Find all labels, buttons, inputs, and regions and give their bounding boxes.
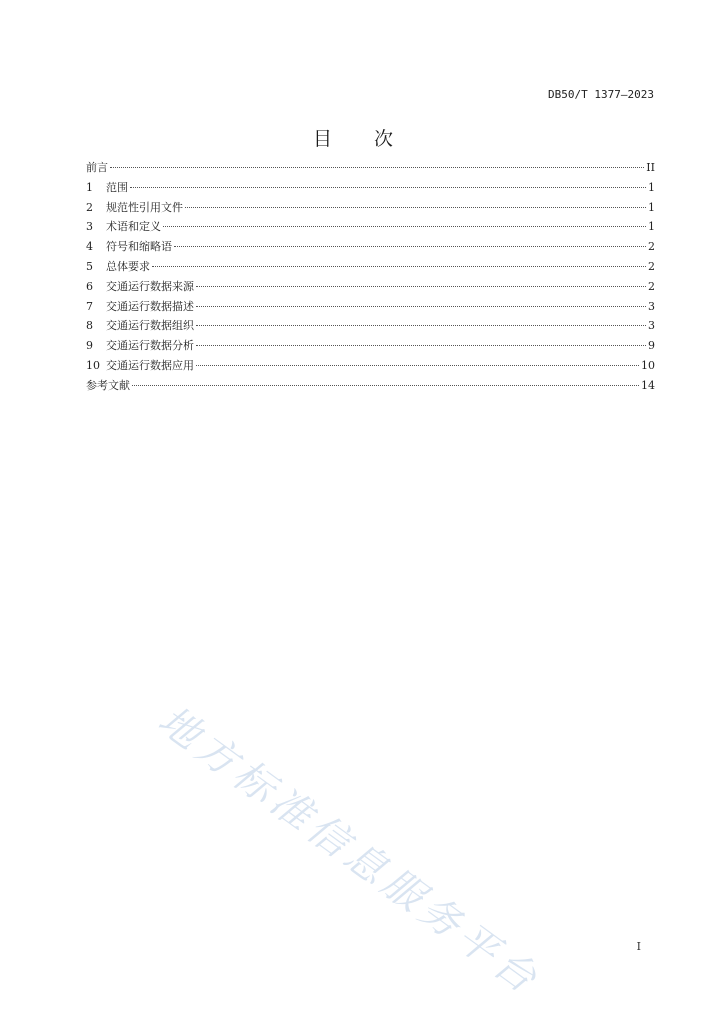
toc-entry-5[interactable] bbox=[86, 257, 655, 277]
toc-leader-dots bbox=[132, 384, 639, 386]
toc-entry-10[interactable] bbox=[86, 356, 655, 376]
toc-entry-page: 2 bbox=[648, 240, 655, 254]
toc-entry-label: 交通运行数据来源 bbox=[106, 279, 194, 293]
page-number: I bbox=[636, 940, 641, 953]
toc-entry-6[interactable] bbox=[86, 277, 655, 297]
toc-entry-1[interactable] bbox=[86, 178, 655, 198]
toc-title: 目 次 bbox=[312, 128, 412, 150]
toc-entry-number: 4 bbox=[86, 240, 93, 254]
toc-entry-7[interactable] bbox=[86, 297, 655, 317]
toc-entry-page: 2 bbox=[648, 259, 655, 273]
toc-entry-page: 1 bbox=[648, 180, 655, 194]
toc-entry-label: 交通运行数据应用 bbox=[106, 358, 194, 372]
toc-entry-3[interactable] bbox=[86, 217, 655, 237]
toc-entry-label: 交通运行数据描述 bbox=[106, 299, 194, 313]
table-of-contents bbox=[86, 158, 655, 396]
toc-leader-dots bbox=[196, 344, 646, 346]
toc-entry-label: 术语和定义 bbox=[106, 220, 161, 234]
toc-entry-number: 8 bbox=[86, 319, 93, 333]
toc-leader-dots bbox=[163, 225, 646, 227]
toc-entry-page: 9 bbox=[648, 339, 655, 353]
toc-entry-label: 规范性引用文件 bbox=[106, 200, 183, 214]
toc-leader-dots bbox=[152, 265, 646, 267]
toc-entry-label: 符号和缩略语 bbox=[106, 240, 172, 254]
toc-entry-page: 14 bbox=[641, 378, 655, 392]
toc-entry-number: 7 bbox=[86, 299, 93, 313]
toc-entry-number: 1 bbox=[86, 180, 93, 194]
toc-entry-label: 范围 bbox=[106, 180, 128, 194]
toc-entry-number: 6 bbox=[86, 279, 93, 293]
toc-entry-number: 5 bbox=[86, 259, 93, 273]
toc-leader-dots bbox=[185, 206, 646, 208]
toc-entry-number: 3 bbox=[86, 220, 93, 234]
toc-entry-page: 3 bbox=[648, 319, 655, 333]
toc-entry-8[interactable] bbox=[86, 316, 655, 336]
toc-entry-page: 2 bbox=[648, 279, 655, 293]
toc-leader-dots bbox=[196, 364, 639, 366]
toc-leader-dots bbox=[196, 285, 646, 287]
toc-entry-page: 1 bbox=[648, 200, 655, 214]
toc-entry-page: 3 bbox=[648, 299, 655, 313]
toc-entry-label: 交通运行数据组织 bbox=[106, 319, 194, 333]
toc-leader-dots bbox=[196, 305, 646, 307]
toc-entry-2[interactable] bbox=[86, 198, 655, 218]
toc-entry-label: 交通运行数据分析 bbox=[106, 339, 194, 353]
toc-entry-preface[interactable] bbox=[86, 158, 655, 178]
document-code: DB50/T 1377—2023 bbox=[548, 88, 654, 101]
toc-entry-number: 10 bbox=[86, 358, 100, 372]
toc-entry-page: II bbox=[646, 161, 655, 174]
toc-entry-page: 1 bbox=[648, 220, 655, 234]
toc-leader-dots bbox=[110, 166, 644, 168]
toc-entry-label: 前言 bbox=[86, 161, 108, 174]
toc-leader-dots bbox=[196, 324, 646, 326]
toc-leader-dots bbox=[130, 186, 646, 188]
toc-entry-page: 10 bbox=[641, 358, 655, 372]
toc-entry-9[interactable] bbox=[86, 336, 655, 356]
toc-entry-4[interactable] bbox=[86, 237, 655, 257]
toc-entry-label: 总体要求 bbox=[106, 259, 150, 273]
toc-entry-label: 参考文献 bbox=[86, 378, 130, 392]
toc-entry-references[interactable] bbox=[86, 376, 655, 396]
watermark-text: 地方标准信息服务平台 bbox=[149, 697, 549, 1005]
toc-entry-number: 2 bbox=[86, 200, 93, 214]
toc-leader-dots bbox=[174, 245, 646, 247]
toc-entry-number: 9 bbox=[86, 339, 93, 353]
